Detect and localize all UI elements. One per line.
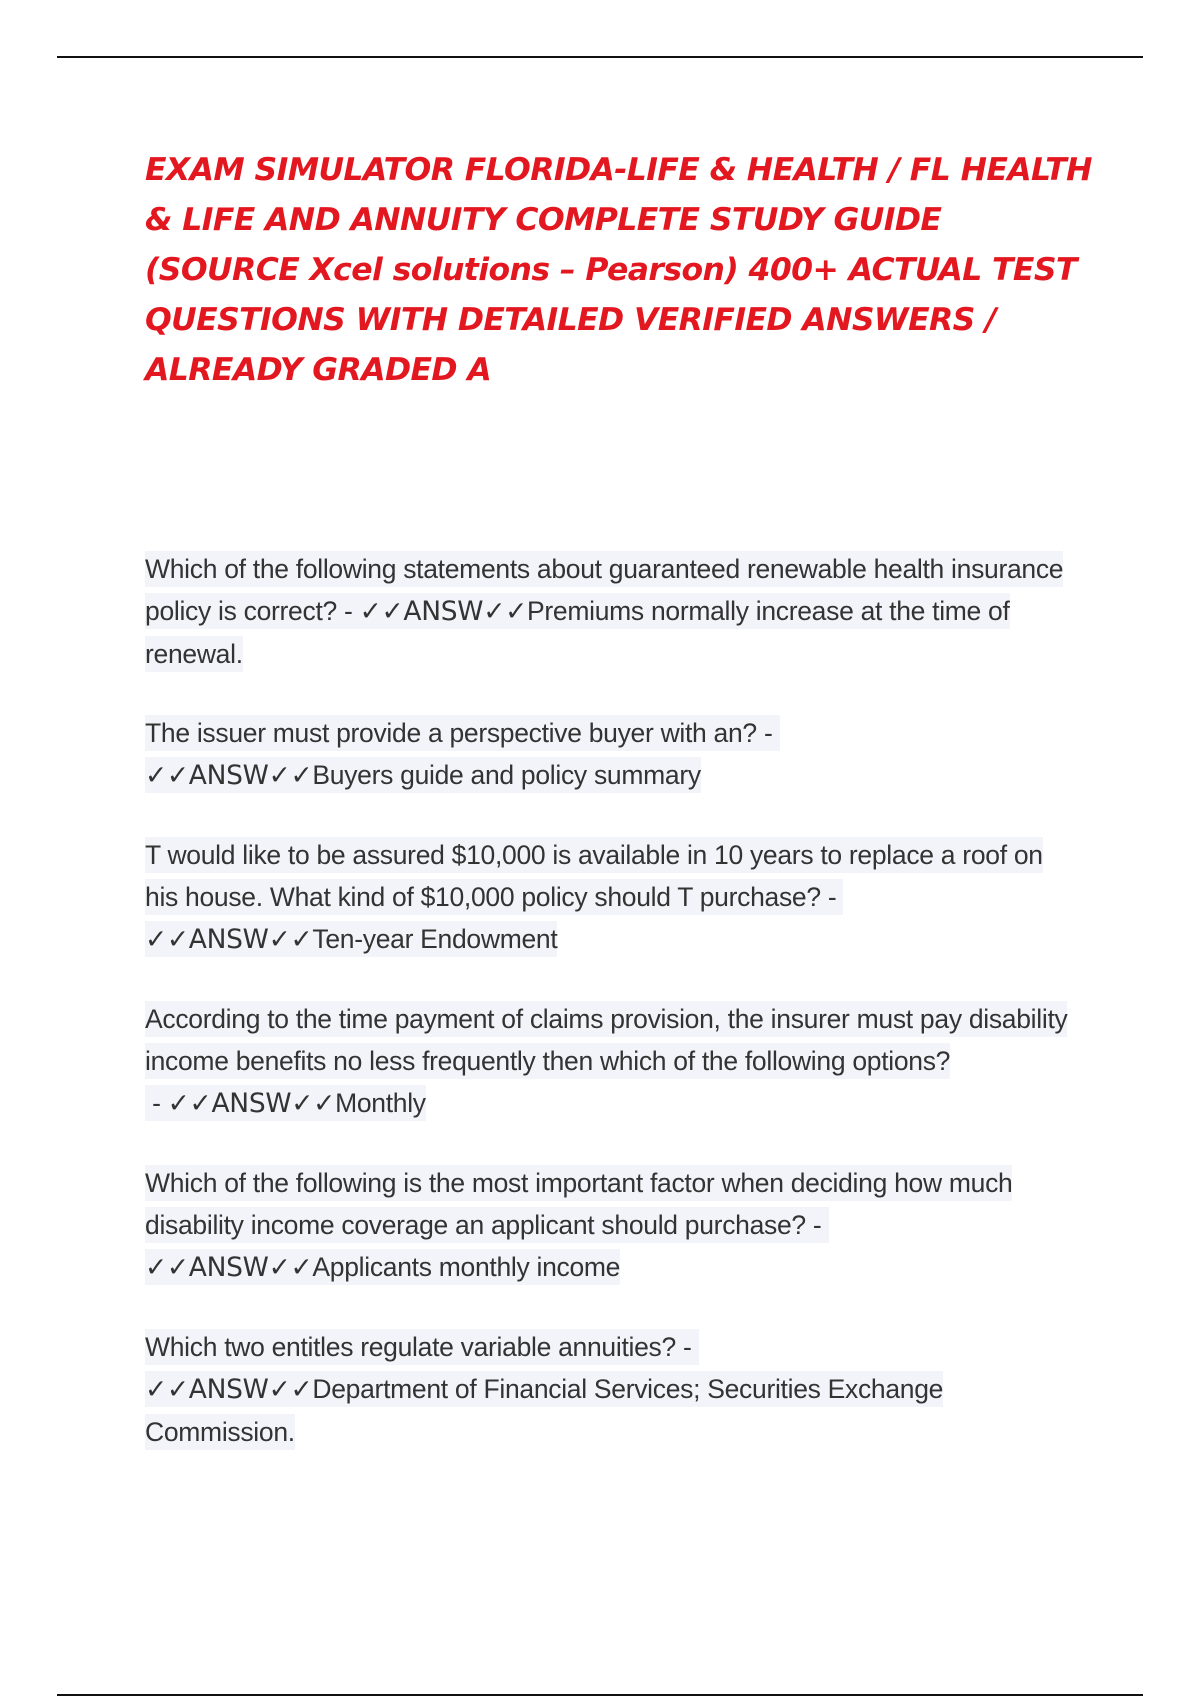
separator: - (756, 718, 780, 748)
answer-marker: ✓✓ANSW✓✓ (145, 1252, 313, 1283)
qa-item (145, 834, 1075, 961)
answer-text: Ten-year Endowment (312, 924, 558, 954)
qa-item (145, 1326, 1075, 1453)
separator: - (805, 1210, 829, 1240)
question-list (145, 548, 1075, 1490)
question-text: Which of the following statements about guaranteed renewable health insurance policy is correct? (145, 554, 1064, 626)
answer-text: Applicants monthly income (312, 1252, 621, 1282)
answer-marker: ✓✓ANSW✓✓ (167, 1088, 336, 1119)
answer-marker: ✓✓ANSW✓✓ (145, 1374, 313, 1405)
answer-text: Buyers guide and policy summary (312, 760, 701, 790)
question-text: T would like to be assured $10,000 is available in 10 years to replace a roof on his house. What kind of $10,000 policy should T purchase? (145, 840, 1043, 912)
separator: - (820, 882, 844, 912)
qa-item (145, 712, 1075, 797)
qa-item (145, 1162, 1075, 1289)
footer-rule (57, 1694, 1143, 1696)
question-text: Which of the following is the most important factor when deciding how much disability income coverage an applicant should purchase? (145, 1168, 1013, 1240)
answer-text: Monthly (335, 1088, 426, 1118)
separator: - (336, 596, 360, 626)
answer-text: Premiums normally increase at the time of renewal. (145, 596, 1010, 669)
separator: - (145, 1088, 168, 1118)
question-text: According to the time payment of claims provision, the insurer must pay disability income benefits no less frequently then which of the following options? (145, 1004, 1068, 1076)
answer-marker: ✓✓ANSW✓✓ (145, 760, 313, 791)
answer-text: Department of Financial Services; Securities Exchange Commission. (145, 1374, 944, 1447)
answer-marker: ✓✓ANSW✓✓ (145, 924, 313, 955)
header-rule (57, 56, 1143, 58)
document-title: EXAM SIMULATOR FLORIDA-LIFE & HEALTH / FL HEALTH & LIFE AND ANNUITY COMPLETE STUDY GUIDE (SOURCE Xcel solutions – Pearson) 400+ ACTUAL TEST QUESTIONS WITH DETAILED VERIFIED ANSWERS / ALREADY GRADED A (145, 152, 1092, 388)
separator: - (675, 1332, 699, 1362)
answer-marker: ✓✓ANSW✓✓ (359, 596, 528, 627)
qa-item (145, 548, 1075, 675)
qa-item (145, 998, 1075, 1125)
question-text: Which two entitles regulate variable annuities? (145, 1332, 676, 1362)
question-text: The issuer must provide a perspective buyer with an? (145, 718, 757, 748)
